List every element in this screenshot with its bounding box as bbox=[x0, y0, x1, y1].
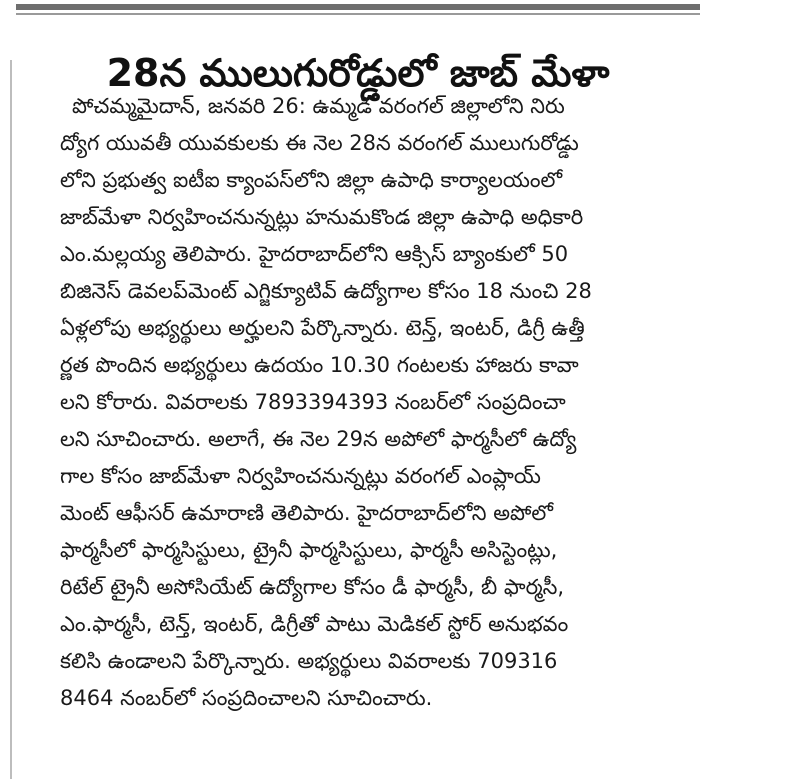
body-line: గాల కోసం జాబ్‌మేళా నిర్వహించనున్నట్లు వరంగల్ ఎంప్లాయ్ bbox=[60, 464, 541, 488]
body-line: ఫార్మసీలో ఫార్మసిస్టులు, ట్రైనీ ఫార్మసిస్టులు, ఫార్మసీ అసిస్టెంట్లు, bbox=[60, 538, 558, 562]
column-divider bbox=[10, 60, 12, 779]
body-line: ద్యోగ యువతీ యువకులకు ఈ నెల 28న వరంగల్ ములుగురోడ్డు bbox=[60, 131, 579, 155]
body-line: ఎం.మల్లయ్య తెలిపారు. హైదరాబాద్‌లోని ఆక్సిస్ బ్యాంకులో 50 bbox=[60, 242, 569, 266]
body-line: మెంట్ ఆఫీసర్ ఉమారాణి తెలిపారు. హైదరాబాద్‌లోని అపోలో bbox=[60, 501, 553, 525]
body-line: జాబ్‌మేళా నిర్వహించనున్నట్లు హనుమకొండ జిల్లా ఉపాధి అధికారి bbox=[60, 205, 584, 229]
top-divider-thick bbox=[16, 4, 700, 10]
body-line: బిజినెస్ డెవలప్‌మెంట్ ఎగ్జిక్యూటివ్ ఉద్యోగాల కోసం 18 నుంచి 28 bbox=[60, 279, 592, 303]
top-divider-thin bbox=[16, 13, 700, 15]
article-body bbox=[60, 88, 700, 717]
cropped-text-fragment bbox=[220, 770, 520, 779]
article-headline: 28న ములుగురోడ్డులో జాబ్ మేళా bbox=[106, 51, 610, 96]
body-line: రిటేల్ ట్రైనీ అసోసియేట్ ఉద్యోగాల కోసం డీ ఫార్మసీ, బీ ఫార్మసీ, bbox=[60, 575, 565, 599]
body-line: కలిసి ఉండాలని పేర్కొన్నారు. అభ్యర్థులు వివరాలకు 709316 bbox=[60, 649, 558, 673]
body-line: ఏళ్లలోపు అభ్యర్థులు అర్హులని పేర్కొన్నారు. టెన్త్, ఇంటర్, డిగ్రీ ఉత్తీ bbox=[60, 316, 585, 340]
body-line: లోని ప్రభుత్వ ఐటీఐ క్యాంపస్‌లోని జిల్లా ఉపాధి కార్యాలయంలో bbox=[60, 168, 563, 192]
body-line: లని కోరారు. వివరాలకు 7893394393 నంబర్‌లో సంప్రదించా bbox=[60, 390, 566, 414]
body-line: లని సూచించారు. అలాగే, ఈ నెల 29న అపోలో ఫార్మసీలో ఉద్యో bbox=[60, 427, 577, 451]
body-line: 8464 నంబర్‌లో సంప్రదించాలని సూచించారు. bbox=[60, 686, 433, 710]
body-line: ర్ణత పొందిన అభ్యర్థులు ఉదయం 10.30 గంటలకు హాజరు కావా bbox=[60, 353, 579, 377]
body-line: ఎం.ఫార్మసీ, టెన్త్, ఇంటర్, డిగ్రీతో పాటు మెడికల్ స్టోర్ అనుభవం bbox=[60, 612, 569, 636]
body-line: పోచమ్మమైదాన్, జనవరి 26: ఉమ్మడి వరంగల్ జిల్లాలోని నిరు bbox=[72, 94, 565, 118]
